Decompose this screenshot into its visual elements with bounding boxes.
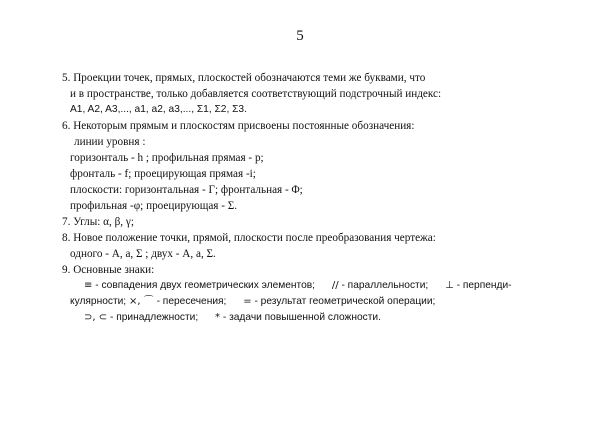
item-9-line-2: [62, 278, 582, 294]
page-number: 5: [296, 28, 304, 44]
item-9-line-1: 9. Основные знаки:: [62, 264, 155, 276]
parallel-text: - параллельности;: [341, 280, 429, 291]
coincidence-symbol: ≡: [84, 280, 93, 291]
intersection-symbol: ×, ⌒: [128, 296, 154, 307]
item-8-line-1: 8. Новое положение точки, прямой, плоскости после преобразования чертежа:: [62, 232, 436, 244]
membership-text: - принадлежности;: [109, 312, 199, 323]
result-text: - результат геометрической операции;: [254, 296, 436, 307]
asterisk-icon: *: [215, 312, 221, 323]
item-9: [62, 262, 582, 326]
item-6-line-3: горизонталь - h ; профильная прямая - p;: [70, 152, 264, 164]
perpendicular-text: - перпенди-: [456, 280, 512, 291]
item-8: [62, 230, 582, 262]
document-body: [62, 70, 582, 326]
item-9-line-3: [62, 294, 582, 310]
perpendicular-text-cont: кулярности;: [70, 296, 127, 307]
item-6-line-1: 6. Некоторым прямым и плоскостям присвоены постоянные обозначения:: [62, 120, 415, 132]
membership-symbol: ⊃, ⊂: [84, 312, 108, 323]
intersection-text: - пересечения;: [156, 296, 227, 307]
item-5-line-2: и в пространстве, только добавляется соответствующий подстрочный индекс:: [70, 88, 442, 100]
hard-task-text: - задачи повышенной сложности.: [222, 312, 381, 323]
item-6-line-5: плоскости: горизонтальная - Γ; фронтальная - Φ;: [70, 184, 303, 196]
item-5: [62, 70, 582, 118]
perpendicular-symbol: ⊥: [445, 280, 454, 291]
item-9-line-4: [62, 310, 582, 326]
item-5-line-1: 5. Проекции точек, прямых, плоскостей обозначаются теми же буквами, что: [62, 72, 426, 84]
coincidence-text: - совпадения двух геометрических элементов;: [95, 280, 316, 291]
item-7-line-1: 7. Углы: α, β, γ;: [62, 216, 134, 228]
item-8-line-2: одного - A, a, Σ ; двух - A, a, Σ.: [70, 248, 216, 260]
item-6-line-2: линии уровня :: [74, 136, 146, 148]
item-6-line-6: профильная -φ; проецирующая - Σ.: [70, 200, 238, 212]
result-symbol: =: [243, 296, 252, 307]
item-6-line-4: фронталь - f; проецирующая прямая -i;: [70, 168, 256, 180]
parallel-symbol: //: [331, 280, 339, 291]
item-6: [62, 118, 582, 214]
item-5-index-examples: A1, A2, A3,..., a1, a2, a3,..., Σ1, Σ2, Σ3.: [70, 104, 247, 115]
item-7: [62, 214, 582, 230]
